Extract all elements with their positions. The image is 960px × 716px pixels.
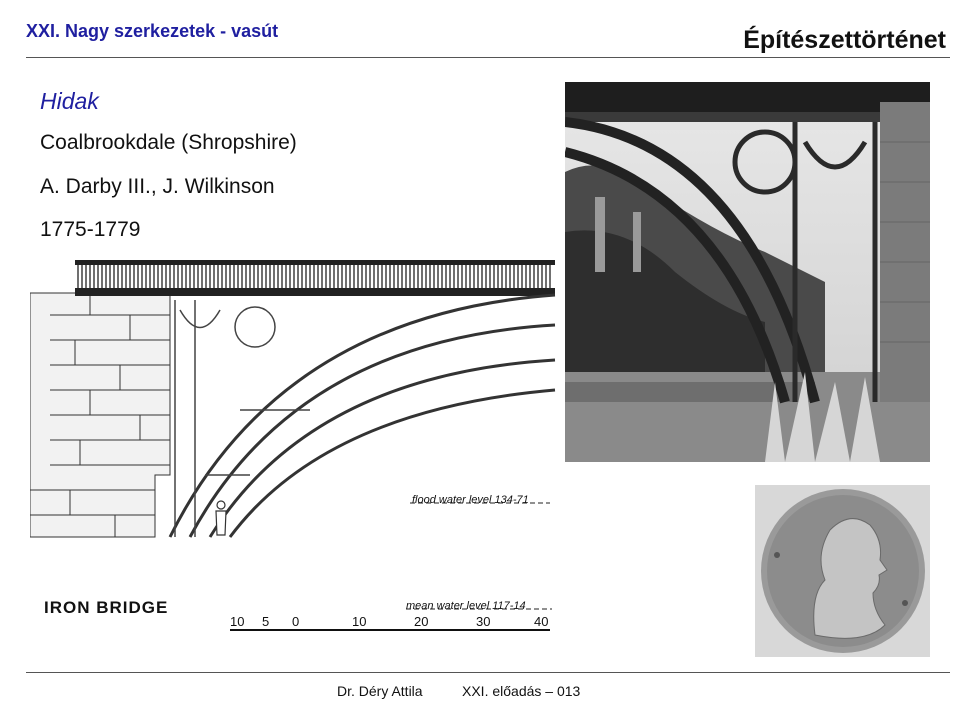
scale-figure [216, 501, 226, 535]
flood-water-label: flood water level 134-71 [412, 494, 529, 506]
scale-label: 5 [262, 614, 270, 629]
header-course-title: XXI. Nagy szerkezetek - vasút [26, 21, 279, 41]
scale-label: 30 [476, 614, 491, 629]
bridge-years: 1775-1779 [40, 218, 141, 241]
header-subject-title: Építészettörténet [743, 26, 946, 54]
abutment-masonry [30, 293, 170, 537]
footer-divider [26, 672, 950, 673]
scale-label: 0 [292, 614, 300, 629]
footer-author: Dr. Déry Attila [337, 683, 423, 699]
bridge-location: Coalbrookdale (Shropshire) [40, 131, 297, 154]
scale-label: 20 [414, 614, 429, 629]
scale-label: 10 [352, 614, 367, 629]
bridge-architects: A. Darby III., J. Wilkinson [40, 175, 275, 198]
bridge-photo [565, 82, 930, 462]
portrait-medallion [755, 485, 930, 657]
header-divider [26, 57, 950, 58]
mean-water-label: mean water level 117-14 [406, 600, 526, 612]
bridge-elevation-drawing [30, 175, 565, 660]
section-heading: Hidak [40, 88, 99, 114]
scale-label: 10 [230, 614, 245, 629]
drawing-title: IRON BRIDGE [44, 598, 169, 617]
footer-lecture-number: XXI. előadás – 013 [462, 683, 581, 699]
scale-label: 40 [534, 614, 549, 629]
